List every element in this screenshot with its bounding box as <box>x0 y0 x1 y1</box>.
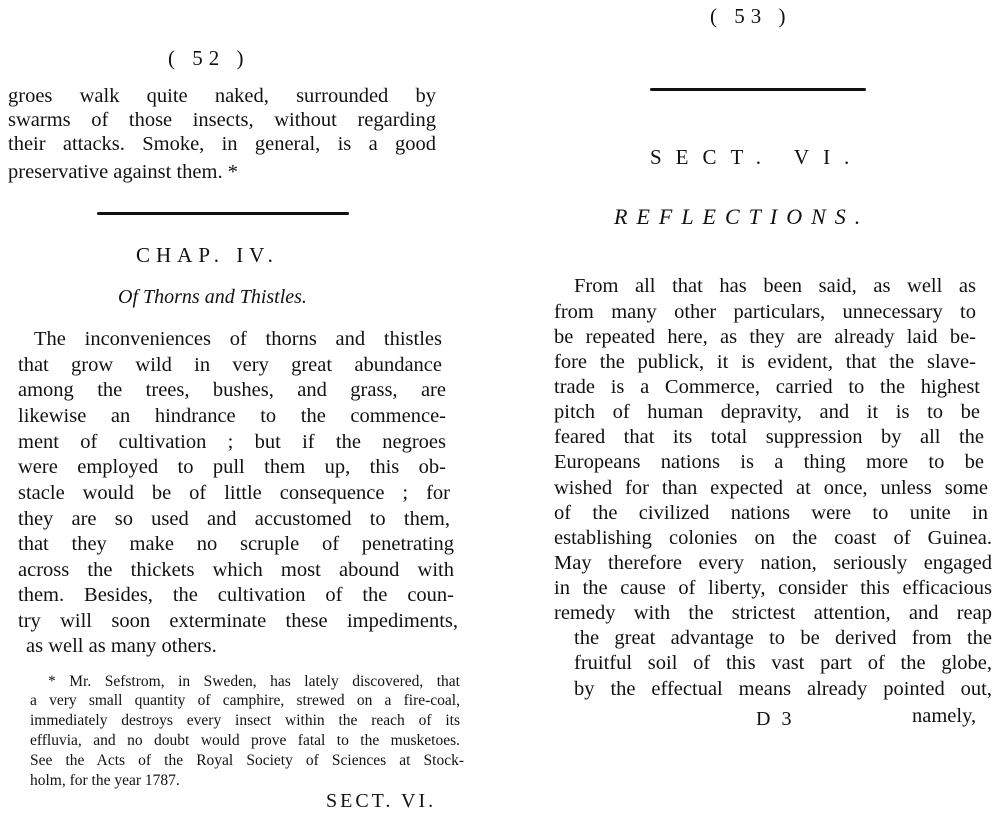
section-heading: SECT. VI. <box>650 145 864 169</box>
text-line: were employed to pull them up, this ob- <box>18 456 446 478</box>
text-line: among the trees, bushes, and grass, are <box>18 379 446 401</box>
text-line: their attacks. Smoke, in general, is a good <box>8 133 436 155</box>
page-number: ( 53 ) <box>710 4 792 28</box>
footnote-line: * Mr. Sefstrom, in Sweden, has lately discovered, that <box>48 673 460 690</box>
text-line: pitch of human depravity, and it is to be <box>554 401 980 423</box>
chapter-subtitle: Of Thorns and Thistles. <box>118 286 307 308</box>
page-number: ( 52 ) <box>168 46 250 70</box>
text-line: The inconveniences of thorns and thistles <box>34 328 442 350</box>
catchword: namely, <box>912 705 977 727</box>
left-page <box>0 0 480 818</box>
text-line: by the effectual means already pointed out, <box>574 678 992 700</box>
text-line: wished for than expected at once, unless some <box>554 477 988 499</box>
text-line: remedy with the strictest attention, and reap <box>554 602 992 624</box>
footnote-line: See the Acts of the Royal Society of Sciences at Stock- <box>30 752 464 769</box>
text-line: May therefore every nation, seriously engaged <box>554 552 992 574</box>
text-line: of the civilized nations were to unite in <box>554 502 988 524</box>
text-line: from many other particulars, unnecessary to <box>554 301 976 323</box>
text-line: they are so used and accustomed to them, <box>18 508 450 530</box>
text-line: likewise an hindrance to the commence- <box>18 405 446 427</box>
text-line: swarms of those insects, without regarding <box>8 109 436 131</box>
text-line: From all that has been said, as well as <box>574 275 976 297</box>
text-line: stacle would be of little consequence ; for <box>18 482 450 504</box>
chapter-heading: CHAP. IV. <box>136 243 279 267</box>
text-line: Europeans nations is a thing more to be <box>554 451 984 473</box>
divider-rule <box>97 212 349 215</box>
footnote-line: immediately destroys every insect within the reach of its <box>30 712 460 729</box>
text-line: be repeated here, as they are already laid be- <box>554 326 976 348</box>
footnote-line: holm, for the year 1787. <box>30 772 180 789</box>
footnote-line: a very small quantity of camphire, strewed on a fire-coal, <box>30 692 460 709</box>
text-line: fore the publick, it is evident, that the slave- <box>554 351 976 373</box>
text-line: preservative against them. * <box>8 161 238 183</box>
divider-rule <box>650 88 866 91</box>
text-line: them. Besides, the cultivation of the coun- <box>18 584 454 606</box>
catchword: SECT. VI. <box>326 790 437 812</box>
text-line: trade is a Commerce, carried to the highest <box>554 376 980 398</box>
text-line: that grow wild in very great abundance <box>18 354 442 376</box>
text-line: that they make no scruple of penetrating <box>18 533 454 555</box>
text-line: fruitful soil of this vast part of the globe, <box>574 652 992 674</box>
text-line: groes walk quite naked, surrounded by <box>8 85 436 107</box>
text-line: feared that its total suppression by all the <box>554 426 984 448</box>
text-line: as well as many others. <box>26 635 217 657</box>
right-page <box>540 0 1000 818</box>
section-title: REFLECTIONS. <box>614 204 870 229</box>
text-line: establishing colonies on the coast of Guinea. <box>554 527 992 549</box>
text-line: in the cause of liberty, consider this efficacious <box>554 577 992 599</box>
text-line: the great advantage to be derived from the <box>574 627 992 649</box>
text-line: across the thickets which most abound with <box>18 559 454 581</box>
text-line: try will soon exterminate these impediments, <box>18 610 458 632</box>
signature-mark: D 3 <box>756 708 795 730</box>
footnote-line: effluvia, and no doubt would prove fatal to the musketoes. <box>30 732 460 749</box>
text-line: ment of cultivation ; but if the negroes <box>18 431 446 453</box>
